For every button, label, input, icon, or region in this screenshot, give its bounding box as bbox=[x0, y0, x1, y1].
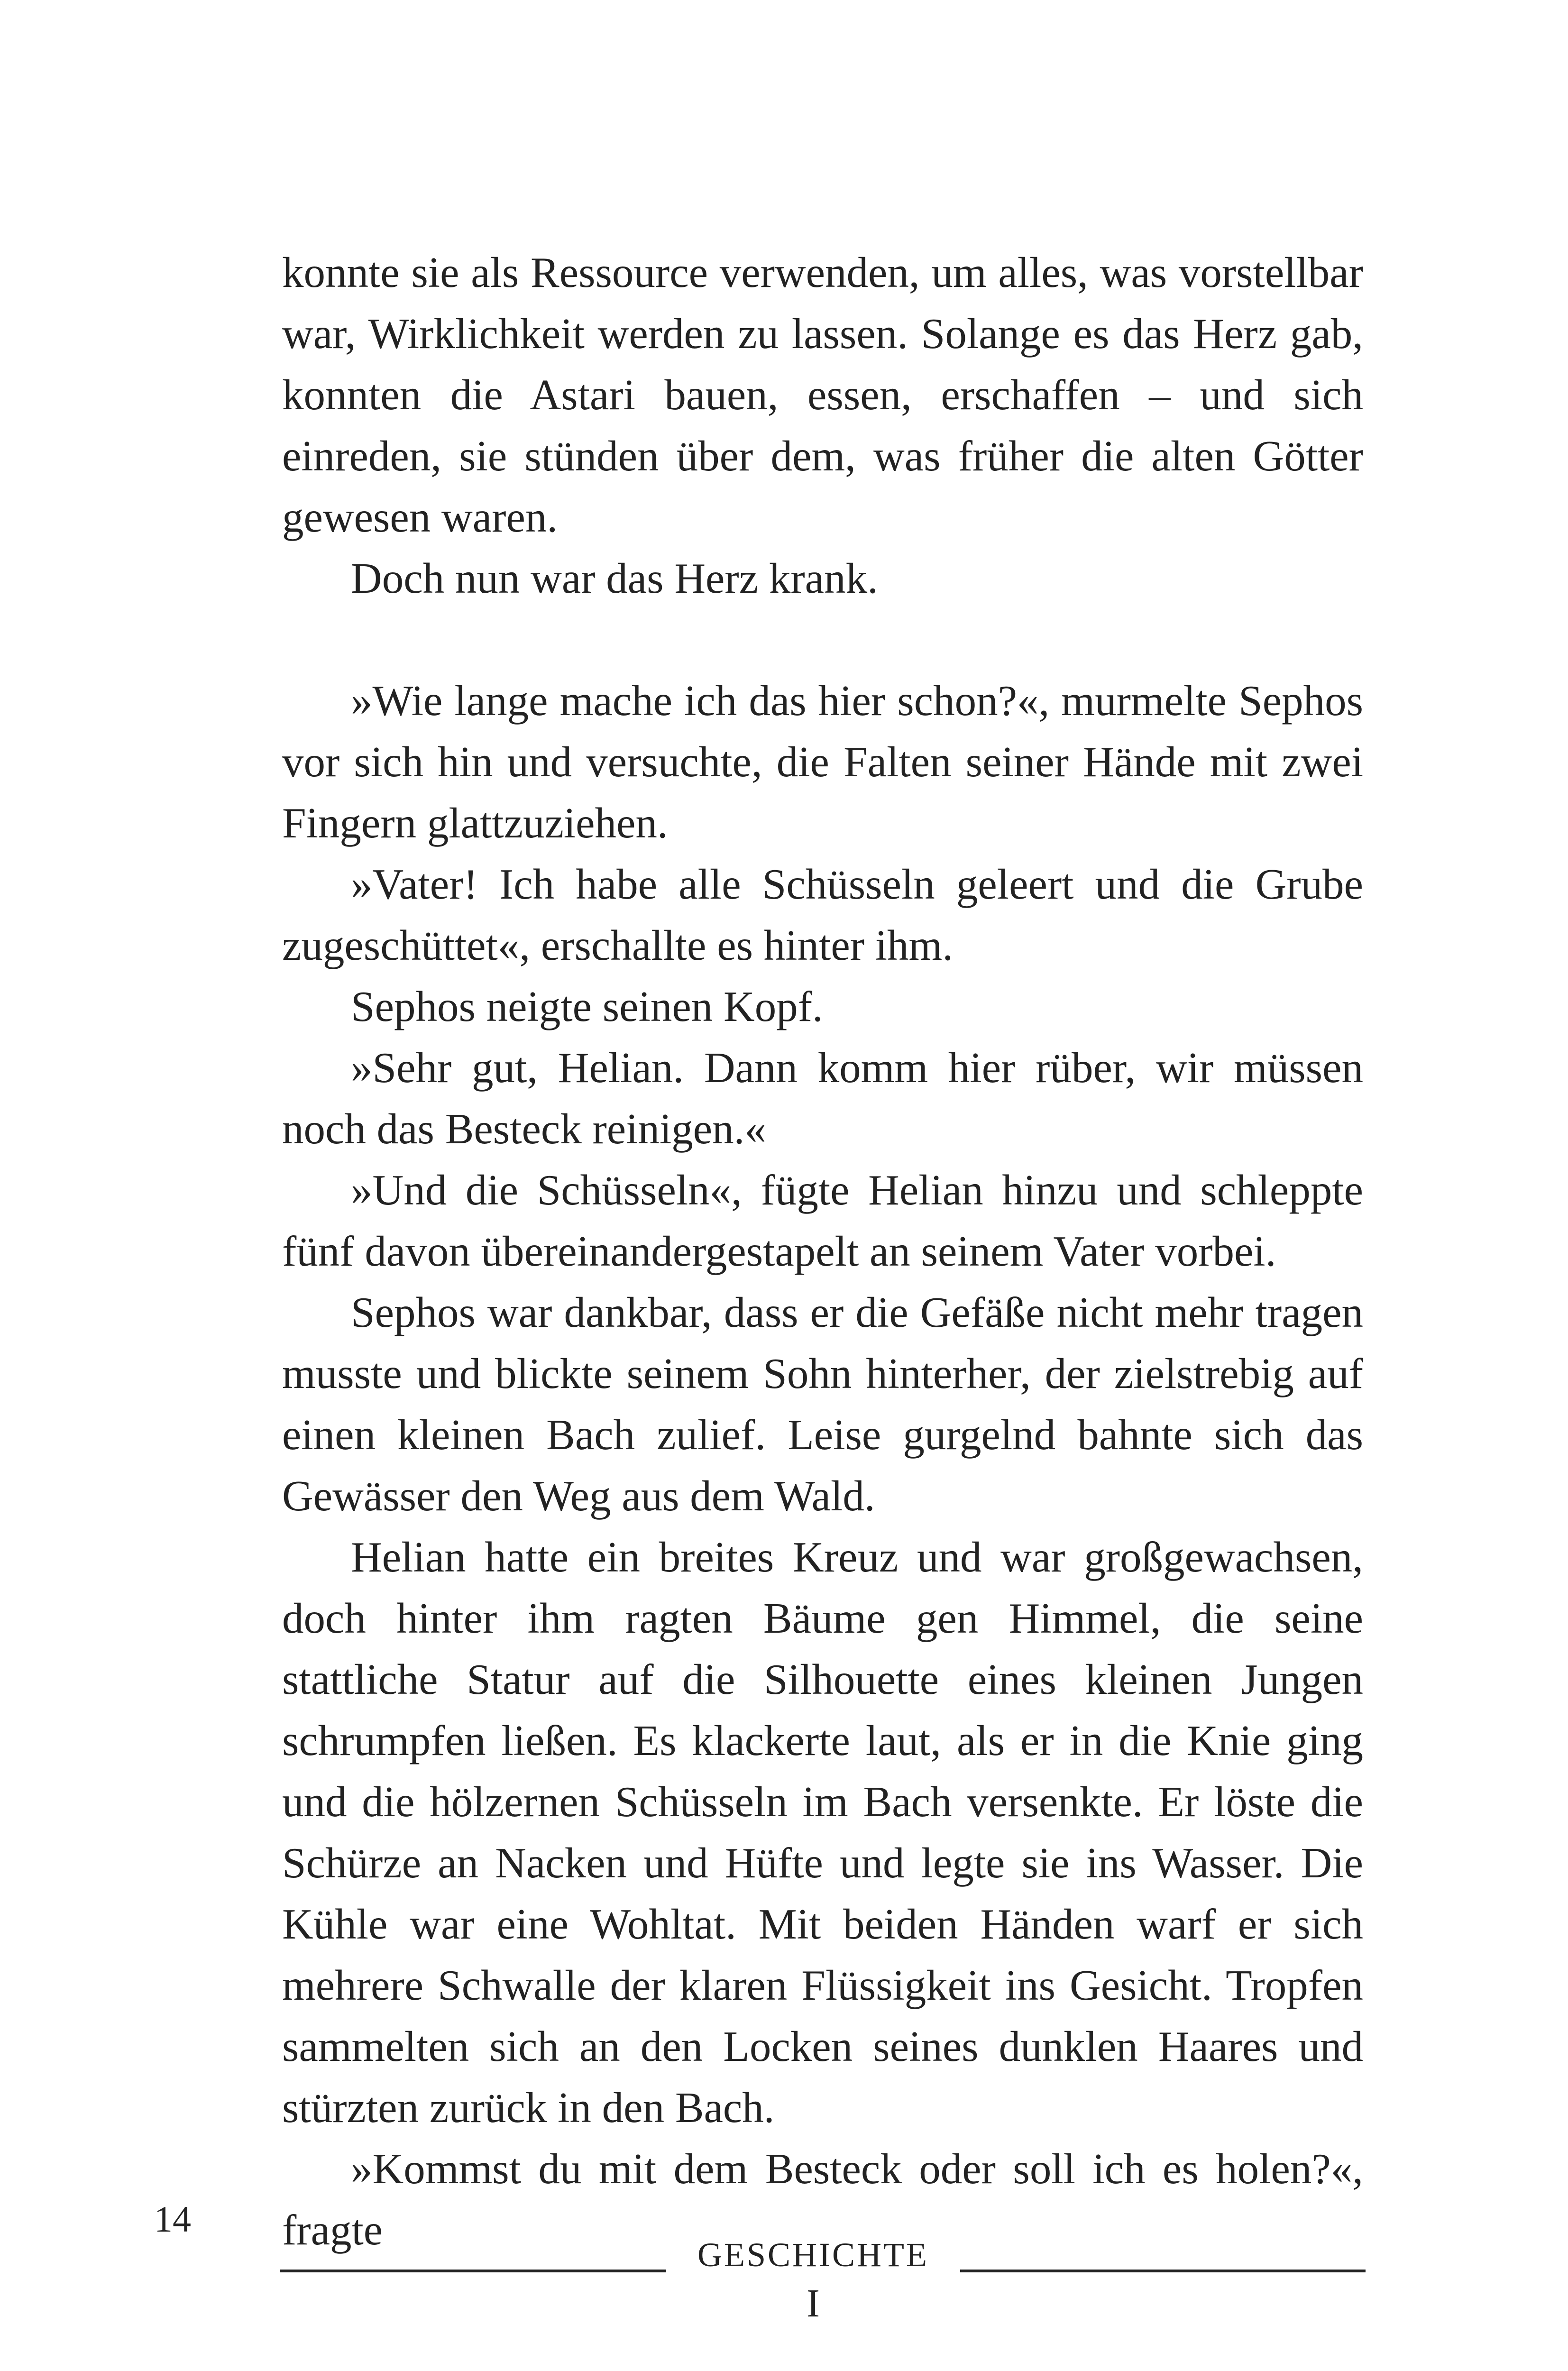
paragraph: Sephos neigte seinen Kopf. bbox=[351, 983, 823, 1030]
paragraph: »Vater! Ich habe alle Schüsseln geleert und die Grube zugeschüttet«, erschallte es hinter ihm. bbox=[282, 860, 1363, 969]
page-number: 14 bbox=[154, 2198, 191, 2240]
body-text bbox=[282, 242, 1363, 2261]
section-title: GESCHICHTE bbox=[697, 2236, 929, 2274]
section-break bbox=[282, 609, 1363, 670]
paragraph: »Wie lange mache ich das hier schon?«, murmelte Sephos vor sich hin und versuchte, die Falten seiner Hände mit zwei Fingern glattzuziehen. bbox=[282, 677, 1363, 847]
paragraph: »Kommst du mit dem Besteck oder soll ich es holen?«, fragte bbox=[282, 2145, 1363, 2254]
paragraph: »Sehr gut, Helian. Dann komm hier rüber, wir müssen noch das Besteck reinigen.« bbox=[282, 1044, 1363, 1153]
paragraph: Helian hatte ein breites Kreuz und war großgewachsen, doch hinter ihm ragten Bäume gen Himmel, die seine stattliche Statur auf die Silhouette eines kleinen Jungen schrumpfen ließen. Es klackerte laut, als er in die Knie ging und die hölzernen Schüsseln im Bach versenkte. Er löste die Schürze an Nacken und Hüfte und legte sie ins Wasser. Die Kühle war eine Wohltat. Mit beiden Händen warf er sich mehrere Schwalle der klaren Flüssigkeit ins Gesicht. Tropfen sammelten sich an den Locken seines dunklen Haares und stürzten zurück in den Bach. bbox=[282, 1533, 1363, 2132]
paragraph: Doch nun war das Herz krank. bbox=[351, 554, 878, 602]
chapter-numeral: I bbox=[807, 2281, 820, 2325]
footer-rule-right bbox=[960, 2270, 1366, 2272]
footer-rule-left bbox=[280, 2270, 666, 2272]
paragraph: Sephos war dankbar, dass er die Gefäße nicht mehr tragen musste und blickte seinem Sohn hinterher, der zielstrebig auf einen kleinen Bach zulief. Leise gurgelnd bahnte sich das Gewässer den Weg aus dem Wald. bbox=[282, 1288, 1363, 1520]
paragraph: »Und die Schüsseln«, fügte Helian hinzu und schleppte fünf davon übereinandergestapelt an seinem Vater vorbei. bbox=[282, 1166, 1363, 1275]
paragraph: konnte sie als Ressource verwenden, um alles, was vorstellbar war, Wirklichkeit werden zu lassen. Solange es das Herz gab, konnten die Astari bauen, essen, erschaffen – und sich einreden, sie stünden über dem, was früher die alten Götter gewesen waren. bbox=[282, 248, 1363, 541]
